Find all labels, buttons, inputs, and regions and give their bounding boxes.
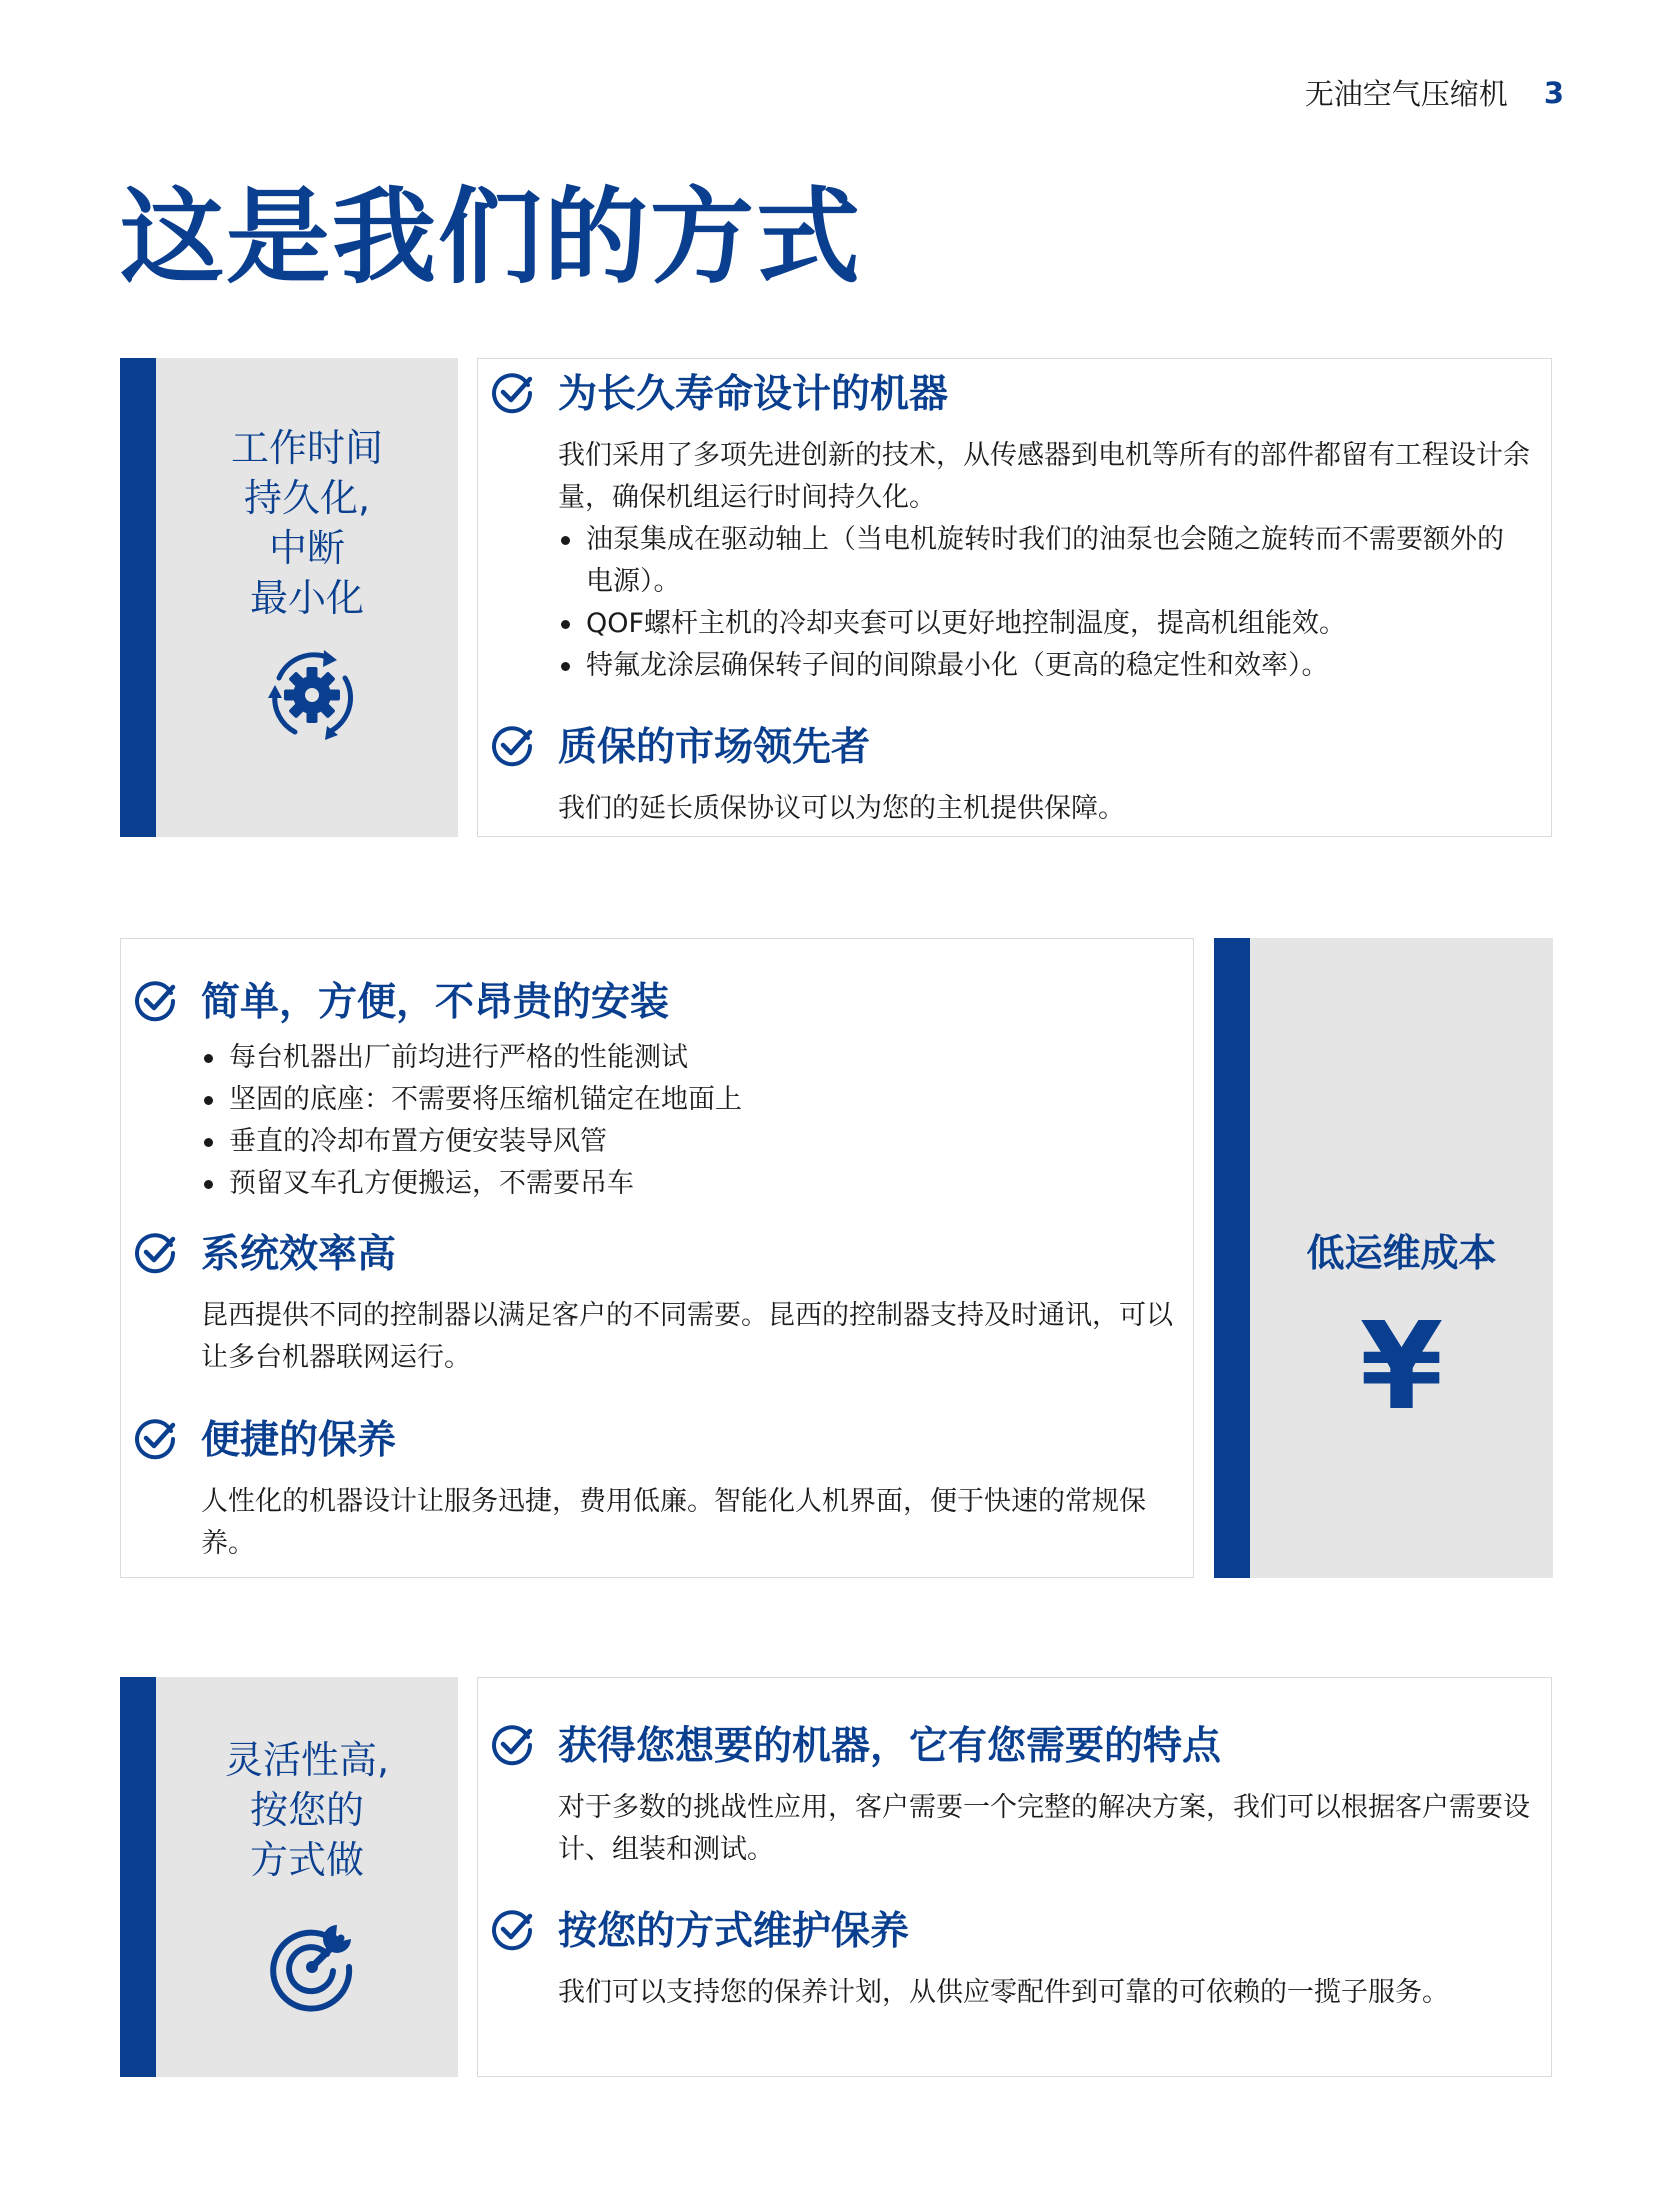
feature-box-cost xyxy=(120,938,1194,1578)
yen-icon: ¥ xyxy=(1359,1298,1444,1437)
feature-text: 人性化的机器设计让服务迅捷，费用低廉。智能化人机界面，便于快速的常规保养。 xyxy=(201,1486,1146,1559)
feature-title: 按您的方式维护保养 xyxy=(558,1909,910,1954)
feature-easy-install xyxy=(133,977,1173,1205)
side-panel-uptime xyxy=(120,358,458,837)
feature-title: 系统效率高 xyxy=(201,1232,397,1277)
feature-long-life xyxy=(490,369,1530,687)
list-item: 特氟龙涂层确保转子间的间隙最小化（更高的稳定性和效率）。 xyxy=(558,645,1530,687)
feature-text: 昆西提供不同的控制器以满足客户的不同需要。昆西的控制器支持及时通讯，可以让多台机器联网运行。 xyxy=(201,1300,1173,1373)
accent-bar xyxy=(1214,938,1250,1578)
accent-bar xyxy=(120,1677,156,2077)
feature-text: 对于多数的挑战性应用，客户需要一个完整的解决方案，我们可以根据客户需要设计、组装和测试。 xyxy=(558,1792,1530,1865)
check-circle-icon xyxy=(490,1908,534,1956)
page-title: 这是我们的方式 xyxy=(120,176,863,298)
feature-warranty xyxy=(490,722,1530,830)
list-item: 预留叉车孔方便搬运，不需要吊车 xyxy=(201,1163,1173,1205)
page-number: 3 xyxy=(1543,75,1564,110)
side-panel-cost xyxy=(1214,938,1553,1578)
side-label-uptime: 工作时间 持久化, 中断 最小化 xyxy=(230,426,383,620)
feature-text: 我们的延长质保协议可以为您的主机提供保障。 xyxy=(558,793,1125,824)
check-circle-icon xyxy=(133,979,177,1027)
feature-title: 为长久寿命设计的机器 xyxy=(558,372,949,417)
gear-cycle-icon xyxy=(257,640,367,754)
side-panel-flexible xyxy=(120,1677,458,2077)
feature-title: 质保的市场领先者 xyxy=(558,725,871,770)
check-circle-icon xyxy=(490,1723,534,1771)
feature-efficiency xyxy=(133,1229,1173,1379)
feature-bullets xyxy=(133,1037,1173,1205)
feature-box-flexible xyxy=(477,1677,1552,2077)
list-item: 油泵集成在驱动轴上（当电机旋转时我们的油泵也会随之旋转而不需要额外的电源）。 xyxy=(558,519,1530,603)
check-circle-icon xyxy=(133,1417,177,1465)
check-circle-icon xyxy=(490,724,534,772)
side-label-flexible: 灵活性高, 按您的 方式做 xyxy=(224,1738,390,1882)
header-title: 无油空气压缩机 xyxy=(1304,77,1508,111)
side-label-cost: 低运维成本 xyxy=(1306,1231,1497,1275)
feature-text: 我们可以支持您的保养计划，从供应零配件到可靠的可依赖的一揽子服务。 xyxy=(558,1977,1449,2008)
list-item: QOF螺杆主机的冷却夹套可以更好地控制温度，提高机组能效。 xyxy=(558,603,1530,645)
check-circle-icon xyxy=(490,371,534,419)
accent-bar xyxy=(120,358,156,837)
list-item: 坚固的底座：不需要将压缩机锚定在地面上 xyxy=(201,1079,1173,1121)
feature-title: 简单，方便，不昂贵的安装 xyxy=(201,980,670,1025)
feature-custom-machine xyxy=(490,1721,1530,1871)
feature-title: 获得您想要的机器，它有您需要的特点 xyxy=(558,1724,1222,1769)
feature-maintenance xyxy=(133,1415,1173,1565)
page-header xyxy=(1305,72,1564,113)
feature-text: 我们采用了多项先进创新的技术，从传感器到电机等所有的部件都留有工程设计余量，确保机组运行时间持久化。 xyxy=(558,440,1530,513)
feature-custom-service xyxy=(490,1906,1530,2014)
feature-bullets xyxy=(490,519,1530,687)
list-item: 每台机器出厂前均进行严格的性能测试 xyxy=(201,1037,1173,1079)
list-item: 垂直的冷却布置方便安装导风管 xyxy=(201,1121,1173,1163)
feature-title: 便捷的保养 xyxy=(201,1418,397,1463)
target-wrench-icon xyxy=(257,1909,367,2023)
check-circle-icon xyxy=(133,1231,177,1279)
feature-box-uptime xyxy=(477,358,1552,837)
